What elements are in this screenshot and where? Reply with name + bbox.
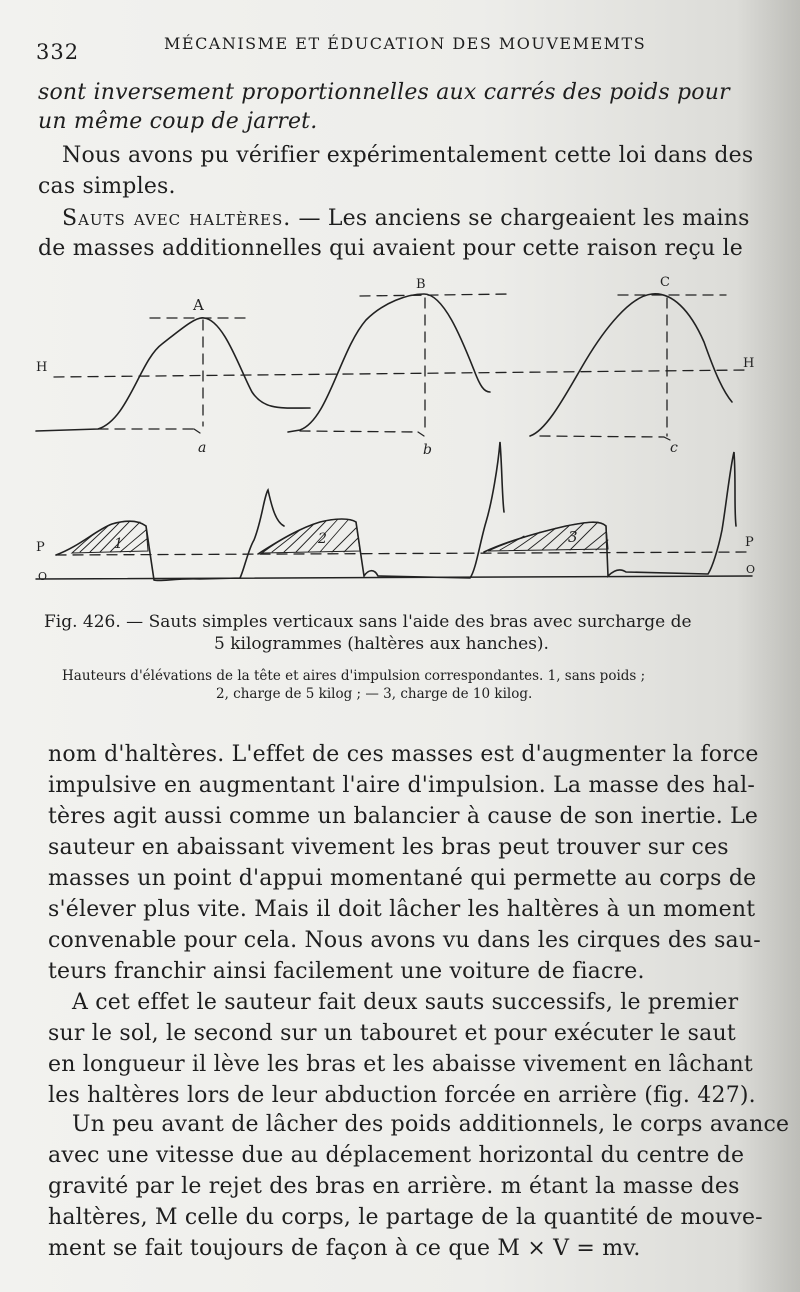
text-line: Nous avons pu vérifier expérimentalement cette loi dans des — [62, 143, 754, 168]
peak-b-dash — [360, 294, 512, 296]
figure-subcaption: 2, charge de 5 kilog ; — 3, charge de 10 kilog. — [216, 686, 533, 702]
o-label-right: O — [746, 563, 756, 576]
peak-label-a: A — [193, 296, 204, 314]
height-curve-3 — [530, 294, 732, 436]
peak-label-c: C — [660, 275, 670, 290]
text-line: en longueur il lève les bras et les abaisse vivement en lâchant — [48, 1052, 753, 1077]
impulse-curve-2 — [258, 442, 504, 578]
figure-caption: 5 kilogrammes (haltères aux hanches). — [214, 634, 549, 654]
figure-426 — [0, 270, 800, 600]
o-label-left: O — [38, 570, 48, 583]
foot-b-tick — [418, 432, 424, 436]
text-line: tères agit aussi comme un balancier à cause de son inertie. Le — [48, 804, 759, 829]
figure-caption: Fig. 426. — Sauts simples verticaux sans l'aide des bras avec surcharge de — [44, 612, 692, 632]
running-title: MÉCANISME ET ÉDUCATION DES MOUVEMEMTS — [164, 34, 647, 53]
p-label-right: P — [745, 535, 754, 550]
text-line: sur le sol, le second sur un tabouret et pour exécuter le saut — [48, 1021, 736, 1046]
text-line: nom d'haltères. L'effet de ces masses est d'augmenter la force — [48, 742, 759, 767]
p-label-left: P — [36, 540, 45, 555]
area-label-1: 1 — [114, 536, 123, 552]
text-line — [62, 204, 782, 234]
height-curve-2 — [288, 294, 490, 432]
area-label-3: 3 — [568, 528, 578, 546]
text-line: sauteur en abaissant vivement les bras peut trouver sur ces — [48, 835, 729, 860]
text-line: de masses additionnelles qui avaient pour cette raison reçu le — [38, 236, 744, 261]
p-dashed-line — [56, 552, 752, 555]
text-line: convenable pour cela. Nous avons vu dans les cirques des sau- — [48, 928, 761, 953]
figure-subcaption: Hauteurs d'élévations de la tête et aires d'impulsion correspondantes. 1, sans poids ; — [62, 668, 646, 684]
jump-curves-diagram — [0, 270, 800, 600]
impulse-curve-3 — [484, 452, 736, 576]
peak-label-b: B — [416, 277, 426, 292]
text-line: A cet effet le sauteur fait deux sauts successifs, le premier — [72, 990, 739, 1015]
hatch-3 — [500, 522, 608, 550]
foot-label-b: b — [423, 442, 432, 458]
text-line: teurs franchir ainsi facilement une voiture de fiacre. — [48, 959, 645, 984]
h-dashed-line — [54, 370, 748, 377]
foot-b-dash — [300, 431, 418, 432]
page-number: 332 — [36, 40, 80, 64]
text-line: cas simples. — [38, 174, 176, 199]
text-line: ment se fait toujours de façon à ce que M × V = mv. — [48, 1236, 641, 1261]
area-label-2: 2 — [318, 531, 327, 547]
impulse-curve-1 — [56, 490, 284, 581]
text-line: impulsive en augmentant l'aire d'impulsion. La masse des hal- — [48, 773, 755, 798]
h-label-left: H — [36, 360, 48, 375]
page-header — [36, 34, 736, 64]
text-line: Un peu avant de lâcher des poids additionnels, le corps avance — [72, 1112, 790, 1137]
foot-c-dash — [540, 436, 664, 437]
text-line: haltères, M celle du corps, le partage de la quantité de mouve- — [48, 1205, 763, 1230]
text-line: sont inversement proportionnelles aux carrés des poids pour — [38, 80, 730, 105]
text-line: masses un point d'appui momentané qui permette au corps de — [48, 866, 757, 891]
text-line: un même coup de jarret. — [38, 109, 318, 134]
text-span: — Les anciens se chargeaient les mains — [291, 206, 750, 231]
text-line: avec une vitesse due au déplacement horizontal du centre de — [48, 1143, 745, 1168]
text-line: s'élever plus vite. Mais il doit lâcher les haltères à un moment — [48, 897, 756, 922]
section-heading: Sauts avec haltères. — [62, 206, 292, 231]
height-curve-1 — [36, 318, 310, 431]
h-label-right: H — [743, 356, 755, 371]
text-line: gravité par le rejet des bras en arrière. m étant la masse des — [48, 1174, 740, 1199]
text-line: les haltères lors de leur abduction forcée en arrière (fig. 427). — [48, 1083, 756, 1108]
foot-label-c: c — [670, 440, 678, 456]
foot-label-a: a — [198, 440, 207, 456]
foot-a-tick — [194, 429, 200, 433]
